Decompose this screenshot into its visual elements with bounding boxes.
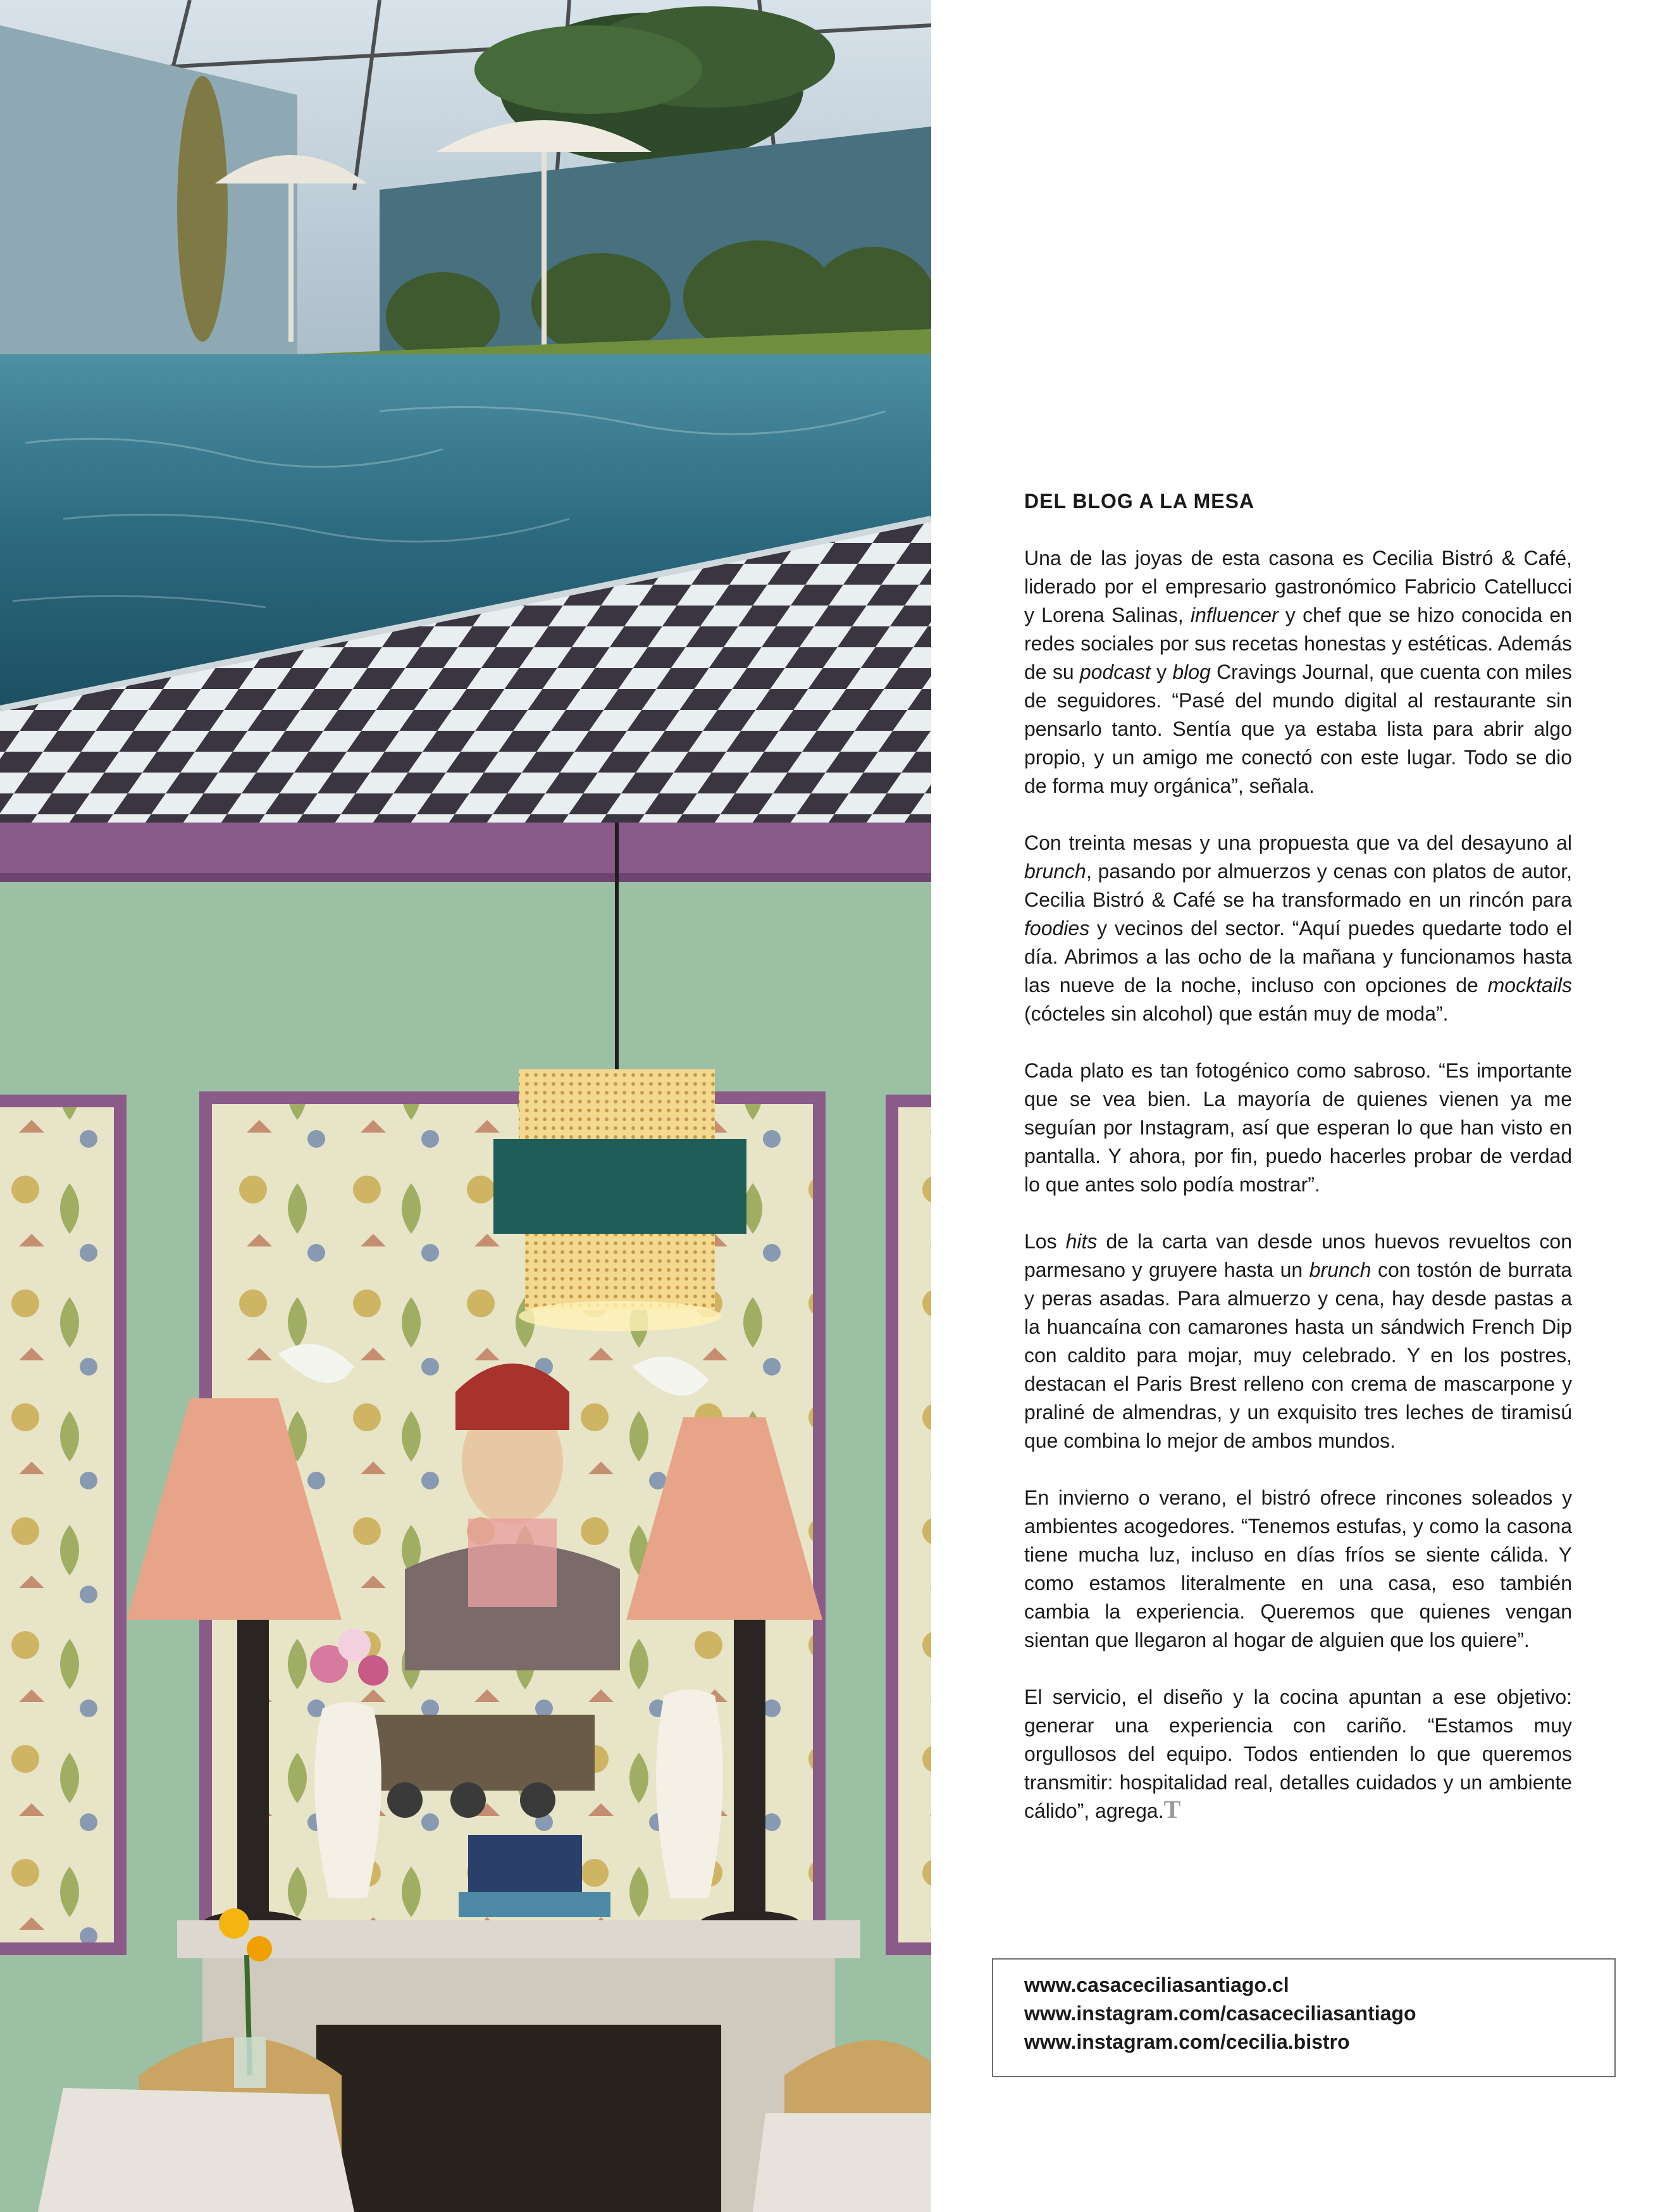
bistro-interior-photo (0, 823, 931, 2212)
inside-book (459, 1892, 610, 1917)
paragraph-6: El servicio, el diseño y la cocina apuntan a ese objetivo: generar una experiencia con cariño. “Estamos muy orgullosos del equipo. Todos entienden lo que queremos transmitir: hospitalidad real, detalles cuidados y un ambiente cálido”, agrega.T (1024, 1686, 1572, 1824)
toy-locomotive (468, 1835, 582, 1892)
white-vase (656, 1689, 723, 1898)
paragraph-5: En invierno o verano, el bistró ofrece rincones soleados y ambientes acogedores. “Tenemos estufas, y como la casona tiene mucha luz, incluso en días fríos se siente cálida. Y como estamos literalmente en una casa, eso también cambia la experiencia. Queremos que quienes vengan sientan que llegaron al hogar de alguien que los quiere”. (1024, 1486, 1572, 1651)
ceiling-moulding (0, 823, 931, 873)
end-of-article-mark: T (1163, 1795, 1181, 1824)
pool-courtyard-illustration (0, 0, 931, 823)
cypress-tree (177, 76, 228, 342)
marble-table-right (753, 2113, 931, 2212)
instagram-link-bistro[interactable]: www.instagram.com/cecilia.bistro (1024, 2030, 1350, 2053)
website-links-box (992, 1958, 1616, 2077)
paragraph-2: Con treinta mesas y una propuesta que va del desayuno al brunch, pasando por almuerzos y cenas con platos de autor, Cecilia Bistró & Café se ha transformado en un rincón para foodies y vecinos del sector. “Aquí puedes quedarte todo el día. Abrimos a las ocho de la mañana y funcionamos hasta las nueve de la noche, incluso con opciones de mocktails (cócteles sin alcohol) que están muy de moda”. (1024, 831, 1572, 1025)
section-heading: DEL BLOG A LA MESA (1024, 490, 1255, 513)
paragraph-4: Los hits de la carta van desde unos huevos revueltos con parmesano y gruyere hasta un brunch con tostón de burrata y peras asadas. Para almuerzo y cena, hay desde pastas a la huancaína con camarones hasta un sándwich French Dip con caldito para mojar, muy celebrado. Y en los postres, destacan el Paris Brest relleno con crema de mascarpone y praliné de almendras, y un exquisito tres leches de tiramisú que combina lo mejor de ambos mundos. (1024, 1230, 1573, 1452)
instagram-link-casa[interactable]: www.instagram.com/casaceciliasantiago (1024, 2002, 1416, 2025)
article-body (1024, 487, 1572, 1825)
pool-courtyard-photo (0, 0, 931, 823)
paragraph-1: Una de las joyas de esta casona es Cecilia Bistró & Café, liderado por el empresario gastronómico Fabricio Catellucci y Lorena Salinas, influencer y chef que se hizo conocida en redes sociales por sus recetas honestas y estéticas. Además de su podcast y blog Cravings Journal, que cuenta con miles de seguidores. “Pasé del mundo digital al restaurante sin pensarlo tanto. Sentía que ya estaba lista para abrir algo propio, y un amigo me conectó con este lugar. Todo se dio de forma muy orgánica”, señala. (1024, 547, 1573, 797)
paragraph-3: Cada plato es tan fotogénico como sabroso. “Es importante que se vea bien. La mayoría de quienes vienen ya me seguían por Instagram, así que esperan lo que han visto en pantalla. Y ahora, por fin, puedo hacerles probar de verdad lo que antes solo podía mostrar”. (1024, 1059, 1572, 1196)
bistro-interior-illustration (0, 823, 931, 2212)
website-link[interactable]: www.casaceciliasantiago.cl (1024, 1973, 1289, 1996)
marble-table-left (38, 2088, 354, 2212)
